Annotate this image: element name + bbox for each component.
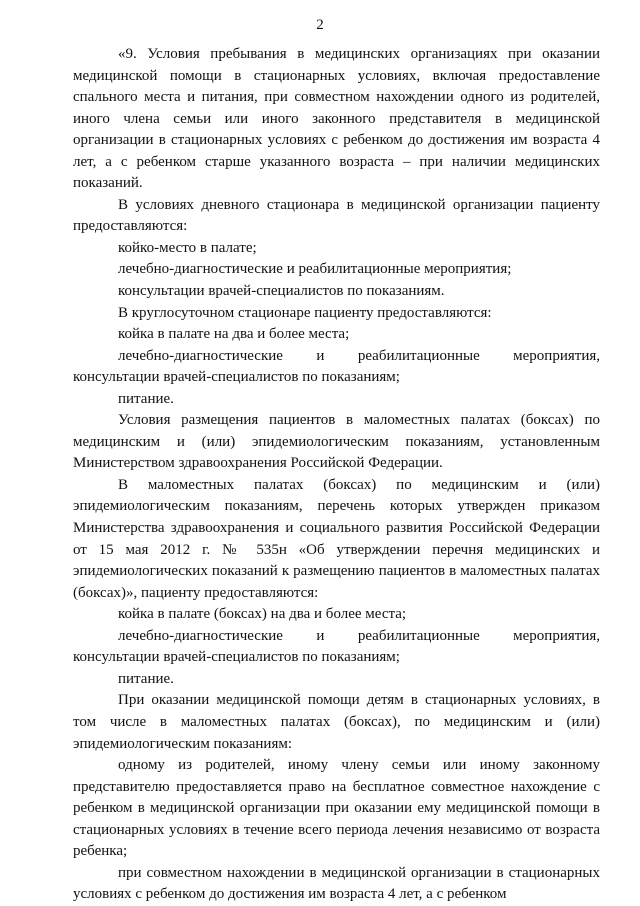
list-item: консультации врачей-специалистов по показаниям.: [118, 283, 445, 300]
list-item: лечебно-диагностические и реабилитационные мероприятия, консультации врачей-специалистов по показаниям;: [73, 347, 600, 386]
paragraph-children-care-intro: При оказании медицинской помощи детям в стационарных условиях, в том числе в маломестных палатах (боксах), по медицинским и (или) эпидемиологическим показаниям:: [73, 692, 600, 752]
paragraph-small-wards-conditions: Условия размещения пациентов в маломестных палатах (боксах) по медицинским и (или) эпидемиологическим показаниям, установленным Министерством здравоохранения Российской Федерации.: [73, 412, 600, 472]
paragraph-day-hospital-intro: В условиях дневного стационара в медицинской организации пациенту предоставляются:: [73, 196, 600, 235]
list-item: питание.: [118, 390, 174, 407]
paragraph-round-clock-intro: В круглосуточном стационаре пациенту предоставляются:: [118, 304, 492, 321]
list-item: лечебно-диагностические и реабилитационные мероприятия, консультации врачей-специалистов по показаниям;: [73, 627, 600, 666]
paragraph-item-9: «9. Условия пребывания в медицинских организациях при оказании медицинской помощи в стационарных условиях, включая предоставление спального места и питания, при совместном нахождении одного из родителей, иного члена семьи или иного законного представителя в медицинской организации в стационарных условиях с ребенком до достижения им возраста 4 лет, а с ребенком старше указанного возраста – при наличии медицинских показаний.: [73, 46, 600, 192]
page-number: 2: [316, 17, 324, 33]
list-item: одному из родителей, иному члену семьи или иному законному представителю предоставляется право на бесплатное совместное нахождение с ребенком в медицинской организации при оказании ему медицинской помощи в стационарных условиях в течение всего периода лечения независимо от возраста ребенка;: [73, 757, 600, 860]
document-body: [73, 44, 600, 906]
list-item: при совместном нахождении в медицинской организации в стационарных условиях с ребенком до достижения им возраста 4 лет, а с ребенком: [73, 864, 600, 903]
list-item: койко-место в палате;: [118, 239, 257, 256]
paragraph-small-wards-order: В маломестных палатах (боксах) по медицинским и (или) эпидемиологическим показаниям, перечень которых утвержден приказом Министерства здравоохранения и социального развития Российской Федерации от 15 мая 2012 г. № 535н «Об утверждении перечня медицинских и эпидемиологических показаний к размещению пациентов в маломестных палатах (боксах)», пациенту предоставляются:: [73, 476, 600, 601]
list-item: питание.: [118, 670, 174, 687]
list-item: лечебно-диагностические и реабилитационные мероприятия;: [118, 261, 512, 278]
list-item: койка в палате (боксах) на два и более места;: [118, 606, 407, 623]
list-item: койка в палате на два и более места;: [118, 326, 350, 343]
